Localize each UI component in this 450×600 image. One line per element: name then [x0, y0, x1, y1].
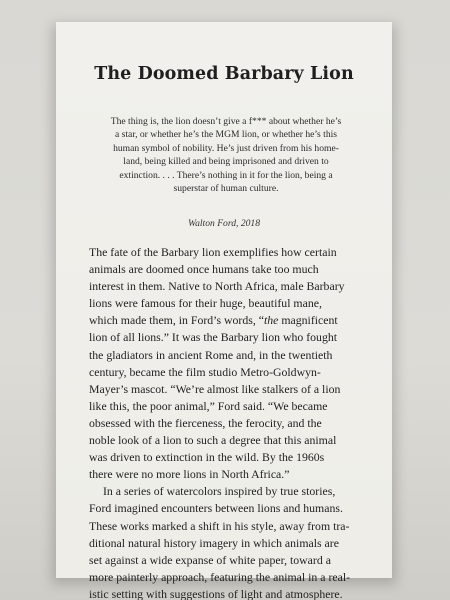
quote-line: a star, or whether he’s the MGM lion, or whether he’s this: [114, 129, 338, 141]
body-line: there were no more lions in North Africa.”: [89, 467, 290, 482]
quote-line: superstar of human culture.: [173, 183, 279, 195]
body-line-start: which made them, in Ford’s words, “: [89, 313, 264, 328]
body-line: lions were famous for their huge, beautiful mane,: [89, 296, 322, 311]
body-line: more painterly approach, featuring the animal in a real-: [89, 569, 351, 584]
body-line: animals are doomed once humans take too much: [89, 262, 319, 277]
body-text: [89, 244, 365, 600]
placard-title: The Doomed Barbary Lion: [94, 64, 354, 84]
body-line: ditional natural history imagery in which animals are: [89, 535, 339, 550]
quote-attribution: Walton Ford, 2018: [187, 218, 261, 229]
body-line: Ford imagined encounters between lions and humans.: [89, 501, 343, 516]
quote-line: The thing is, the lion doesn’t give a f*** about whether he’s: [110, 116, 342, 127]
body-line: These works marked a shift in his style, away from tra-: [89, 518, 350, 533]
quote-line: land, being killed and being imprisoned and driven to: [123, 156, 329, 168]
italic-word: the: [263, 313, 279, 328]
body-line: noble look of a lion to such a degree that this animal: [89, 433, 337, 448]
body-line: obsessed with the fierceness, the ferocity, and the: [89, 415, 322, 430]
body-line: The fate of the Barbary lion exemplifies how certain: [89, 245, 337, 259]
body-line: interest in them. Native to North Africa, male Barbary: [89, 279, 345, 294]
body-line: istic setting with suggestions of light and atmosphere.: [89, 586, 343, 600]
wall-placard: [56, 22, 392, 600]
body-line: lion of all lions.” It was the Barbary lion who fought: [89, 330, 338, 345]
body-line: In a series of watercolors inspired by true stories,: [103, 484, 336, 499]
body-line: set against a wide expanse of white paper, toward a: [89, 552, 331, 567]
body-line: Mayer’s mascot. “We’re almost like stalkers of a lion: [89, 381, 341, 396]
body-line: like this, the poor animal,” Ford said. “We became: [89, 398, 328, 413]
body-line: was driven to extinction in the wild. By the 1960s: [89, 450, 325, 465]
body-line: [89, 312, 365, 329]
quote-line: human symbol of nobility. He’s just driven from his home-: [113, 142, 339, 154]
body-line: the gladiators in ancient Rome and, in the twentieth: [89, 347, 333, 362]
quote-line: extinction. . . . There’s nothing in it for the lion, being a: [119, 169, 333, 181]
body-line-end: magnificent: [278, 313, 338, 328]
epigraph-quote: [100, 115, 352, 195]
body-line: century, became the film studio Metro-Goldwyn-: [89, 364, 321, 379]
